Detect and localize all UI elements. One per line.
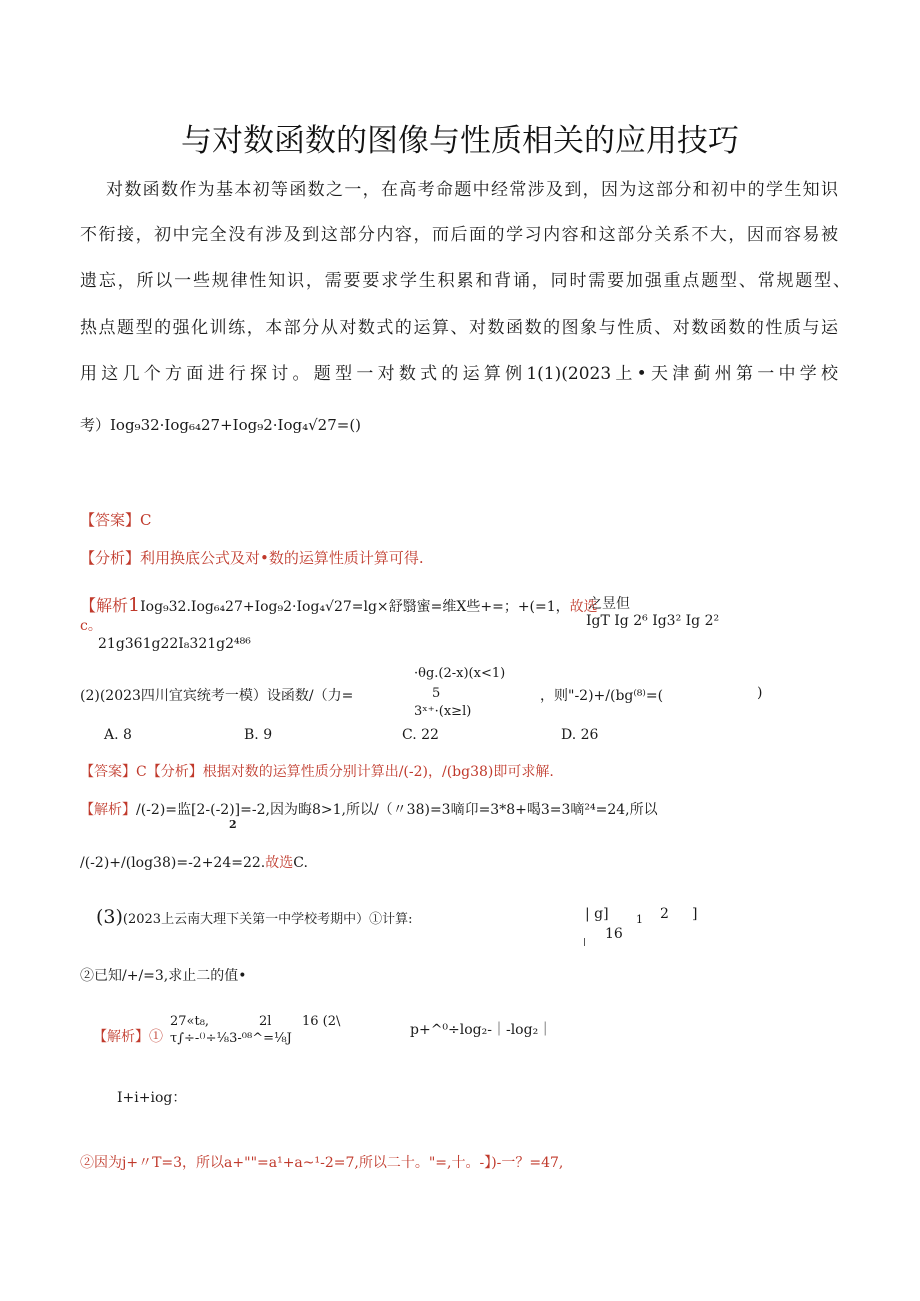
q1-solution-number: 1 [128,594,141,616]
q3-num-16: 16 [605,926,623,942]
q3-number: (3) [96,906,123,928]
q2-solution-subscript: 2 [229,818,237,831]
q3-math-3: 2l [259,1014,272,1029]
q3-iog-line: I+i+iog： [117,1090,187,1106]
q2-solution-text-1: /(-2)=监[2-(-2)]=-2,因为晦8>1,所以/（〃38)=3嘀卬=3*8+喝3=3嘀²⁴=24,所以 [136,802,658,818]
q1-solution-c: c。 [80,618,102,634]
q3-right-bracket: ] [692,906,698,922]
q1-answer [80,509,152,530]
q1-fraction-bottom: IgT Ig 2⁶ Ig3² Ig 2² [586,613,720,629]
q3-math-4: 16 (2\ [302,1014,341,1029]
q2-case-2: 3ˣ⁺·(x≥l) [414,704,472,719]
q1-analysis: 【分析】利用换底公式及对•数的运算性质计算可得. [80,549,424,567]
q1-fraction-top: 之昱但 [588,596,630,612]
q2-answer: 【答案】C【分析】根据对数的运算性质分别计算出/(-2)，/(bg38)即可求解. [80,764,554,780]
q2-solution-line-2 [80,852,308,872]
q3-math-5: p+^⁰÷log₂-｜-log₂｜ [410,1022,553,1038]
q2-solution-choice: 故选 [265,855,294,871]
q3-final-text: ②因为j+〃T=3，所以a+""=a¹+a~¹-2=7,所以二十。"=,十。-】)-一？=47, [80,1155,564,1171]
q2-option-b: B. 9 [244,727,273,743]
q2-solution-c: C. [293,855,308,871]
q2-case-mid: 5 [432,686,441,701]
q1-answer-value: C [140,511,152,529]
q2-close-paren: ) [757,685,763,701]
q3-final-line [80,1152,563,1172]
q3-tick-mark [584,938,585,946]
q2-option-c: C. 22 [402,727,439,743]
q2-prefix: (2)(2023四川宜宾统考一模）设函数/（力= [80,688,354,704]
q3-heading [96,906,412,928]
q3-solution-tag: 【解析】① [93,1029,163,1045]
q2-option-a: A. 8 [104,727,132,743]
q1-solution-line [80,593,598,616]
q1-solution-text: Iog₉32.Iog₆₄27+Iog₉2·Iog₄√27=lg×舒翳蜜=维X些+=；+(=1， [140,599,570,615]
intro-line-3: 遗忘，所以一些规律性知识，需要要求学生积累和背诵，同时需要加强重点题型、常规题型、 [80,271,850,291]
intro-line-2: 不衔接，初中完全没有涉及到这部分内容，而后面的学习内容和这部分关系不大，因而容易被 [80,225,838,245]
page-title: 与对数函数的图像与性质相关的应用技巧 [181,123,739,159]
intro-line-6: 考）Iog₉32·Iog₆₄27+Iog₉2·Iog₄√27=() [80,416,362,434]
q1-solution-choice: 故选 [569,599,598,615]
q2-case-1: ·θg.(2-x)(x<1) [414,666,506,681]
q2-option-d: D. 26 [561,727,599,743]
intro-line-4: 热点题型的强化训练，本部分从对数式的运算、对数函数的图象与性质、对数函数的性质与运 [80,318,838,338]
intro-line-1: 对数函数作为基本初等函数之一，在高考命题中经常涉及到，因为这部分和初中的学生知识 [106,180,838,200]
q3-math-2: τ∫÷-⁽⁾÷⅛3-⁰⁸^=⅛J [170,1031,292,1046]
q3-math-1: 27«t₈, [170,1014,210,1029]
q2-solution-text-2: /(-2)+/(log38)=-2+24=22. [80,855,266,871]
q3-num-2: 2 [660,906,669,922]
q2-solution-line-1 [80,799,658,819]
q1-answer-tag: 【答案】 [80,511,141,529]
q3-sub-1: 1 [636,913,643,926]
q1-solution-line-2: 21g361g22I₈321g2⁴⁸⁶ [98,636,251,652]
q2-solution-tag: 【解析】 [80,802,136,818]
q2-tail: ，则"-2)+/(bg⁽⁸⁾=( [540,688,664,704]
q1-solution-tag: 【解析 [80,596,129,615]
q3-given: ②已知/+/=3,求止二的值• [80,968,247,984]
intro-line-5: 用这几个方面进行探讨。题型一对数式的运算例1(1)(2023上•天津蓟州第一中学校 [80,364,838,384]
q3-bracket: | g] [585,906,609,922]
q3-text: (2023上云南大理下关第一中学校考期中）①计算: [122,912,413,927]
